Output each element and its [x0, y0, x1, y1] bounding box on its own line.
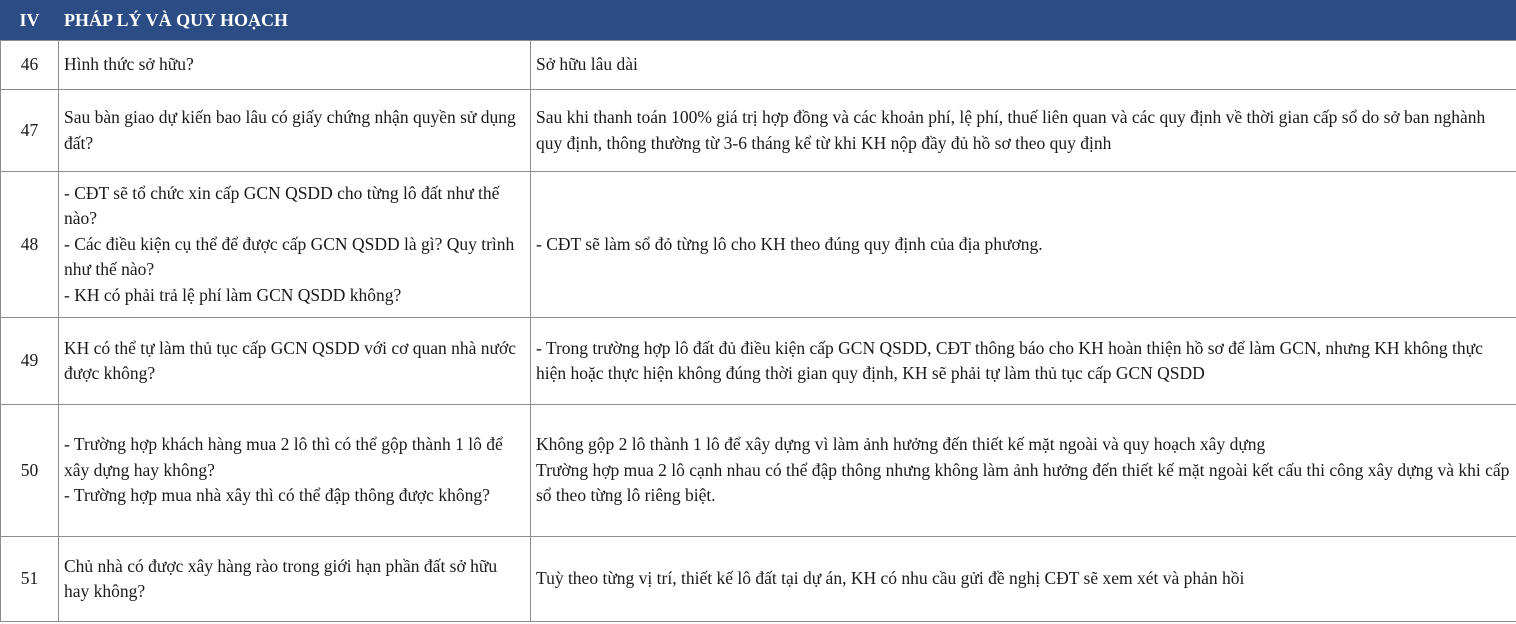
question-cell: [59, 41, 531, 90]
question-text: Chủ nhà có được xây hàng rào trong giới hạn phần đất sở hữu hay không?: [64, 555, 498, 601]
table-row: [1, 172, 1516, 318]
answer-text: Sau khi thanh toán 100% giá trị hợp đồng và các khoản phí, lệ phí, thuế liên quan và các quy định về thời gian cấp sổ do sở ban nghành quy định, thông thường từ 3-6 tháng kể từ khi KH nộp đầy đủ hồ sơ theo quy định: [536, 107, 1486, 153]
question-cell: [59, 90, 531, 172]
question-cell: [59, 537, 531, 622]
question-cell: [59, 172, 531, 318]
row-number: 50: [1, 405, 59, 537]
answer-cell: [531, 405, 1516, 537]
answer-cell: [531, 318, 1516, 405]
question-text: - Trường hợp khách hàng mua 2 lô thì có thể gộp thành 1 lô để xây dựng hay không?: [64, 434, 503, 480]
row-number: 48: [1, 172, 59, 318]
table-row: [1, 537, 1516, 622]
answer-cell: [531, 537, 1516, 622]
table-row: [1, 90, 1516, 172]
answer-cell: [531, 41, 1516, 90]
answer-cell: [531, 90, 1516, 172]
section-header-empty-cell: [531, 1, 1516, 41]
question-text: KH có thể tự làm thủ tục cấp GCN QSDD với cơ quan nhà nước được không?: [64, 337, 517, 383]
question-text: Hình thức sở hữu?: [64, 54, 194, 75]
question-cell: [59, 318, 531, 405]
table-row: [1, 405, 1516, 537]
question-text: - Trường hợp mua nhà xây thì có thể đập thông được không?: [64, 485, 490, 506]
answer-text: - Trong trường hợp lô đất đủ điều kiện cấp GCN QSDD, CĐT thông báo cho KH hoàn thiện hồ sơ để làm GCN, nhưng KH không thực hiện hoặc thực hiện không đúng thời gian quy định, KH sẽ phải tự làm thủ tục cấp GCN QSDD: [536, 337, 1483, 383]
section-number: IV: [1, 1, 59, 41]
question-text: - Các điều kiện cụ thể để được cấp GCN QSDD là gì? Quy trình như thế nào?: [64, 233, 515, 280]
answer-text: Tuỳ theo từng vị trí, thiết kế lô đất tại dự án, KH có nhu cầu gửi đề nghị CĐT sẽ xem xét và phản hồi: [536, 568, 1245, 589]
question-cell: [59, 405, 531, 537]
section-title: PHÁP LÝ VÀ QUY HOẠCH: [59, 1, 531, 41]
answer-text: - CĐT sẽ làm sổ đỏ từng lô cho KH theo đúng quy định của địa phương.: [536, 233, 1043, 254]
row-number: 46: [1, 41, 59, 90]
row-number: 49: [1, 318, 59, 405]
section-header-row: [1, 1, 1516, 41]
answer-text: Không gộp 2 lô thành 1 lô để xây dựng vì làm ảnh hưởng đến thiết kế mặt ngoài và quy hoạch xây dựng: [536, 434, 1266, 455]
table-row: [1, 41, 1516, 90]
row-number: 47: [1, 90, 59, 172]
answer-text: Trường hợp mua 2 lô cạnh nhau có thể đập thông nhưng không làm ảnh hưởng đến thiết kế mặt ngoài kết cấu thi công xây dựng và khi cấp sổ theo từng lô riêng biệt.: [536, 459, 1510, 506]
row-number: 51: [1, 537, 59, 622]
table-row: [1, 318, 1516, 405]
answer-cell: [531, 172, 1516, 318]
question-text: Sau bàn giao dự kiến bao lâu có giấy chứng nhận quyền sử dụng đất?: [64, 107, 516, 153]
question-text: - KH có phải trả lệ phí làm GCN QSDD không?: [64, 284, 402, 305]
answer-text: Sở hữu lâu dài: [536, 54, 638, 75]
question-text: - CĐT sẽ tổ chức xin cấp GCN QSDD cho từng lô đất như thế nào?: [64, 182, 500, 229]
